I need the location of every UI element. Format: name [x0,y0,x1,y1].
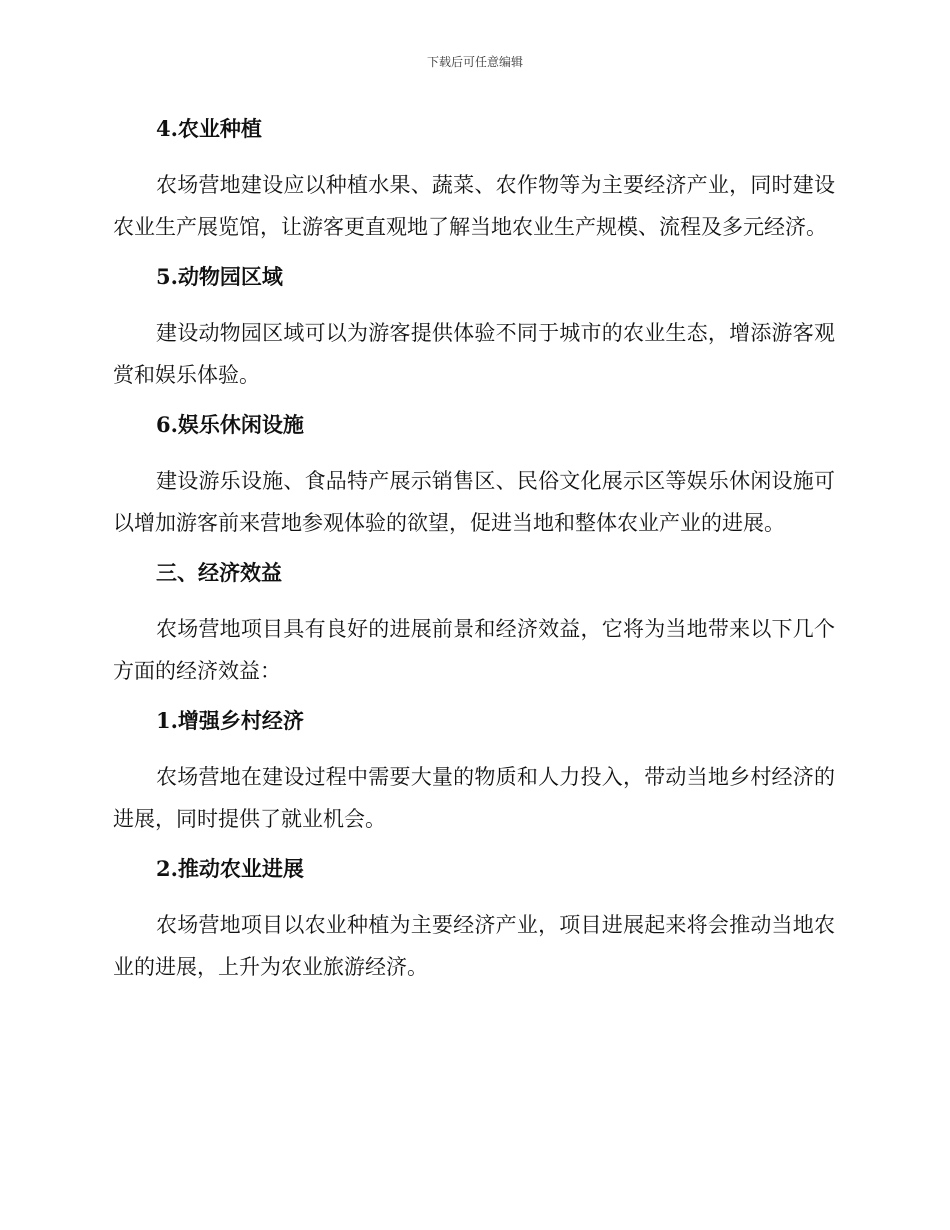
section-heading: 6.娱乐休闲设施 [156,412,304,437]
document-body [113,108,835,996]
section-heading: 1.增强乡村经济 [156,708,304,733]
paragraph: 农场营地项目具有良好的进展前景和经济效益，它将为当地带来以下几个方面的经济效益： [113,617,835,683]
paragraph: 建设游乐设施、食品特产展示销售区、民俗文化展示区等娱乐休闲设施可以增加游客前来营地参观体验的欲望，促进当地和整体农业产业的进展。 [113,469,835,535]
section-heading: 三、经济效益 [156,560,282,585]
section-heading: 5.动物园区域 [156,264,283,289]
section-heading: 2.推动农业进展 [156,856,304,881]
paragraph: 建设动物园区域可以为游客提供体验不同于城市的农业生态，增添游客观赏和娱乐体验。 [113,321,835,387]
paragraph: 农场营地项目以农业种植为主要经济产业，项目进展起来将会推动当地农业的进展，上升为农业旅游经济。 [113,913,835,979]
paragraph: 农场营地在建设过程中需要大量的物质和人力投入，带动当地乡村经济的进展，同时提供了就业机会。 [113,765,835,831]
page-header: 下载后可任意编辑 [426,55,523,69]
section-heading: 4.农业种植 [156,116,262,141]
paragraph: 农场营地建设应以种植水果、蔬菜、农作物等为主要经济产业，同时建设农业生产展览馆，让游客更直观地了解当地农业生产规模、流程及多元经济。 [113,173,835,239]
